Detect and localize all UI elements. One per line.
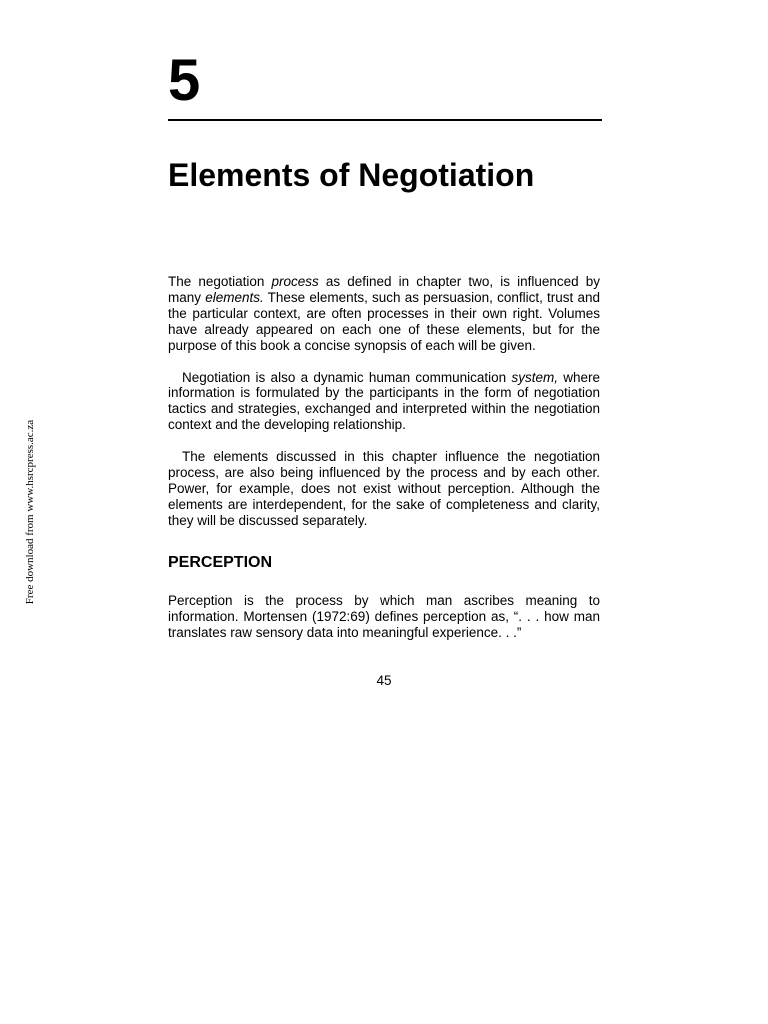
paragraph-3-segment: The elements discussed in this chapter influence the negotiation process, are also being influenced by the process and by each other. Power, for example, does not exist without perception. Although the elements are interdependent, for the sake of completeness and clarity, they will be discussed separately.: [168, 449, 600, 528]
chapter-rule: [168, 119, 602, 121]
paragraph-1-segment: as defined in chapter two, is influenced by many: [168, 274, 601, 305]
paragraph-1-segment: These elements, such as persuasion, conflict, trust and the particular context, are often processes in their own right. Volumes have already appeared on each one of these elements, but for the purpose of this book a concise synopsis of each will be given.: [168, 289, 600, 353]
section-paragraph: Perception is the process by which man ascribes meaning to information. Mortensen (1972:69) defines perception as, “. . . how man translates raw sensory data into meaningful experience. . .”: [168, 592, 600, 640]
chapter-number: 5: [168, 48, 201, 113]
page-number: 45: [376, 673, 392, 688]
chapter-title: Elements of Negotiation: [168, 157, 535, 193]
paragraph-2-segment: Negotiation is also a dynamic human communication: [182, 369, 512, 385]
paragraph-1-italic-elements: elements.: [205, 289, 264, 305]
paragraph-2: [168, 370, 600, 434]
paragraph-1-segment: The negotiation: [168, 274, 272, 289]
side-note[interactable]: Free download from www.hsrcpress.ac.za: [24, 419, 36, 605]
paragraph-3: [168, 449, 600, 529]
paragraph-2-segment: where information is formulated by the participants in the form of negotiation tactics and strategies, exchanged and interpreted within the negotiation context and the developing relationship.: [168, 369, 600, 433]
section-heading: PERCEPTION: [168, 553, 273, 571]
paragraph-1-italic-process: process: [271, 274, 319, 289]
paragraph-1: [168, 274, 600, 354]
paragraph-2-italic-system: system,: [511, 369, 558, 385]
body-text: [168, 274, 600, 641]
